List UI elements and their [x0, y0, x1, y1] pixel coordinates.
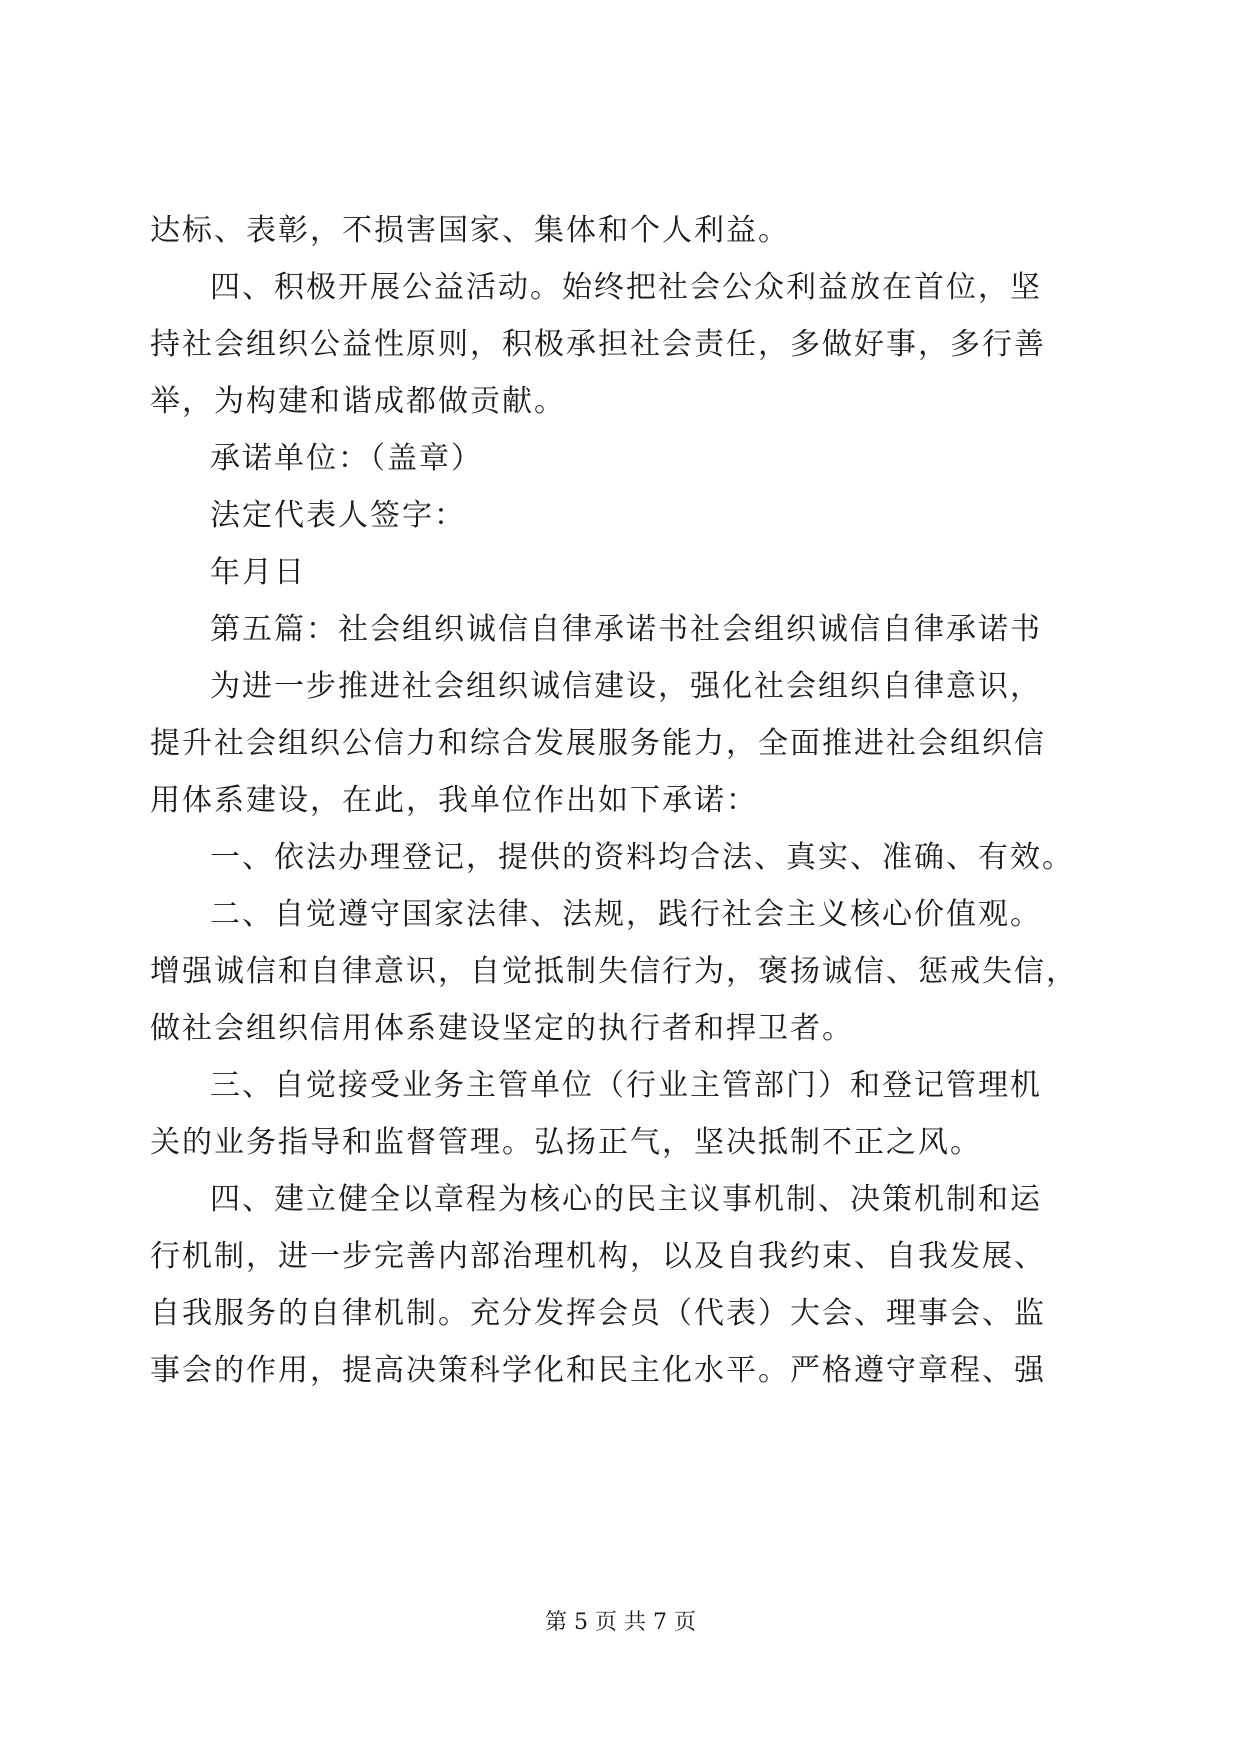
- body-line-12: 一、依法办理登记，提供的资料均合法、真实、准确、有效。: [210, 840, 1074, 875]
- body-line-6: 法定代表人签字：: [210, 498, 466, 533]
- body-line-19: 行机制，进一步完善内部治理机构，以及自我约束、自我发展、: [150, 1239, 1046, 1274]
- body-line-16: 三、自觉接受业务主管单位（行业主管部门）和登记管理机: [210, 1068, 1042, 1103]
- body-line-11: 用体系建设，在此，我单位作出如下承诺：: [150, 783, 758, 818]
- body-line-4: 举，为构建和谐成都做贡献。: [150, 384, 566, 419]
- body-line-9: 为进一步推进社会组织诚信建设，强化社会组织自律意识，: [210, 669, 1042, 704]
- body-line-1: 达标、表彰，不损害国家、集体和个人利益。: [150, 213, 790, 248]
- body-line-7: 年月日: [210, 555, 306, 590]
- page-footer: 第 5 页 共 7 页: [545, 1610, 696, 1635]
- body-line-5: 承诺单位：（盖章）: [210, 441, 483, 476]
- body-line-13: 二、自觉遵守国家法律、法规，践行社会主义核心价值观。: [210, 897, 1042, 932]
- body-line-10: 提升社会组织公信力和综合发展服务能力，全面推进社会组织信: [150, 726, 1046, 761]
- body-line-21: 事会的作用，提高决策科学化和民主化水平。严格遵守章程、强: [150, 1353, 1046, 1388]
- body-line-15: 做社会组织信用体系建设坚定的执行者和捍卫者。: [150, 1011, 854, 1046]
- body-line-18: 四、建立健全以章程为核心的民主议事机制、决策机制和运: [210, 1182, 1042, 1217]
- body-line-2: 四、积极开展公益活动。始终把社会公众利益放在首位，坚: [210, 270, 1042, 305]
- body-line-14: 增强诚信和自律意识，自觉抵制失信行为，褒扬诚信、惩戒失信，: [150, 954, 1078, 989]
- body-line-17: 关的业务指导和监督管理。弘扬正气，坚决抵制不正之风。: [150, 1125, 982, 1160]
- section-heading: 第五篇：社会组织诚信自律承诺书社会组织诚信自律承诺书: [210, 612, 1042, 647]
- body-line-20: 自我服务的自律机制。充分发挥会员（代表）大会、理事会、监: [150, 1296, 1046, 1331]
- body-line-3: 持社会组织公益性原则，积极承担社会责任，多做好事，多行善: [150, 327, 1046, 362]
